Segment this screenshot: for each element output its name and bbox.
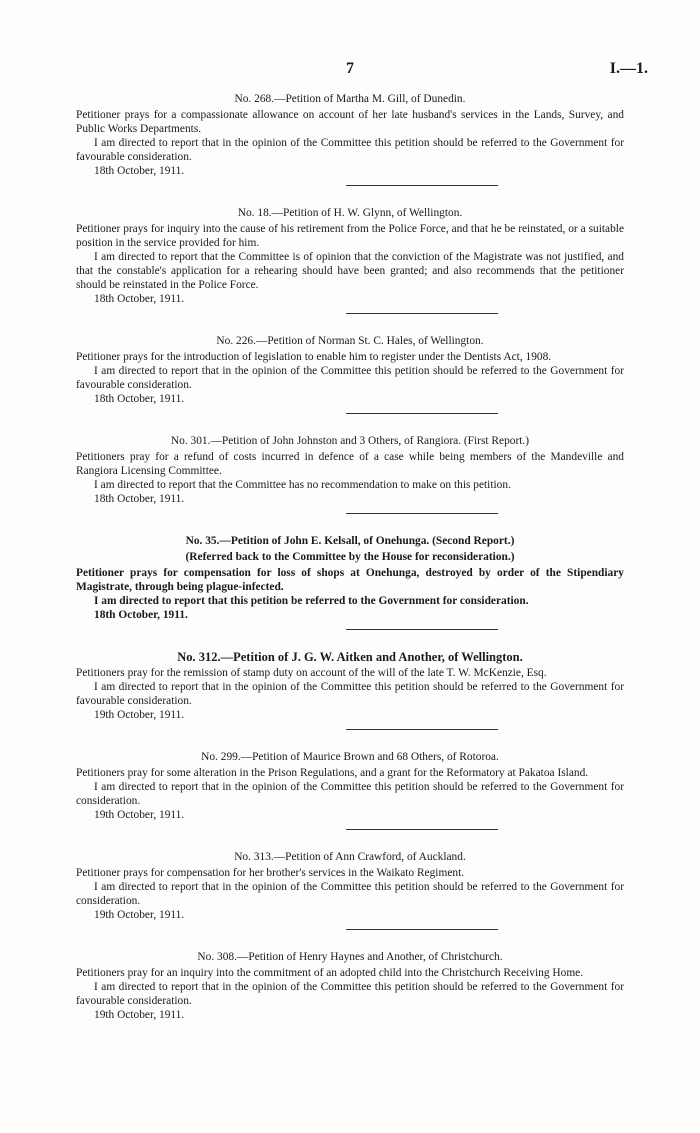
petition-body: Petitioners pray for an inquiry into the commitment of an adopted child into the Christchurch Receiving Home. (76, 967, 584, 979)
petition-body: Petitioner prays for a compassionate allowance on account of her late husband's services in the Lands, Survey, and Public Works Departments. (76, 109, 624, 135)
petition-subheading: (Referred back to the Committee by the House for reconsideration.) (185, 551, 515, 563)
petition-body: Petitioners pray for the remission of stamp duty on account of the will of the late T. W. McKenzie, Esq. (76, 667, 547, 679)
petition-report: I am directed to report that in the opinion of the Committee this petition should be referred to the Government for consideration. (76, 881, 624, 907)
petition-heading: No. 18.—Petition of H. W. Glynn, of Wellington. (237, 207, 463, 219)
petition-date: 18th October, 1911. (94, 493, 185, 505)
petition-heading: No. 226.—Petition of Norman St. C. Hales, of Wellington. (216, 335, 484, 347)
petition-entry (76, 434, 624, 506)
section-divider (346, 313, 498, 314)
petition-entry (76, 334, 624, 406)
section-divider (346, 729, 498, 730)
page-number: 7 (346, 60, 354, 77)
petition-body: Petitioners pray for a refund of costs incurred in defence of a case while being members of the Mandeville and Rangiora Licensing Committee. (76, 451, 624, 477)
petition-date: 18th October, 1911. (94, 293, 185, 305)
petition-entry (76, 206, 624, 306)
petition-entry (76, 950, 624, 1022)
petition-date: 19th October, 1911. (94, 709, 185, 721)
petition-report: I am directed to report that in the opinion of the Committee this petition should be referred to the Government for consideration. (76, 781, 624, 807)
petition-report: I am directed to report that the Committee has no recommendation to make on this petition. (94, 479, 511, 491)
petition-entry (76, 750, 624, 822)
petition-body: Petitioner prays for the introduction of legislation to enable him to register under the Dentists Act, 1908. (76, 351, 552, 363)
petition-heading: No. 299.—Petition of Maurice Brown and 68 Others, of Rotoroa. (201, 751, 499, 763)
section-divider (346, 629, 498, 630)
petition-heading: No. 313.—Petition of Ann Crawford, of Auckland. (234, 851, 466, 863)
section-divider (346, 929, 498, 930)
petition-entry (76, 850, 624, 922)
petition-report: I am directed to report that this petition be referred to the Government for consideration. (94, 595, 529, 607)
petition-report: I am directed to report that in the opinion of the Committee this petition should be referred to the Government for favourable consideration. (76, 365, 624, 391)
section-divider (346, 513, 498, 514)
petition-date: 19th October, 1911. (94, 1009, 185, 1021)
petition-list (76, 92, 624, 1022)
petition-date: 18th October, 1911. (94, 393, 185, 405)
petition-report: I am directed to report that in the opinion of the Committee this petition should be referred to the Government for favourable consideration. (76, 981, 624, 1007)
petition-entry (76, 650, 624, 722)
petition-entry (76, 92, 624, 178)
petition-date: 18th October, 1911. (94, 609, 188, 621)
petition-heading: No. 312.—Petition of J. G. W. Aitken and Another, of Wellington. (177, 650, 523, 664)
petition-report: I am directed to report that in the opinion of the Committee this petition should be referred to the Government for favourable consideration. (76, 681, 624, 707)
petition-heading: No. 35.—Petition of John E. Kelsall, of Onehunga. (Second Report.) (185, 535, 515, 547)
petition-entry (76, 534, 624, 622)
section-divider (346, 185, 498, 186)
petition-body: Petitioners pray for some alteration in the Prison Regulations, and a grant for the Reformatory at Pakatoa Island. (76, 767, 589, 779)
petition-heading: No. 308.—Petition of Henry Haynes and Another, of Christchurch. (197, 951, 503, 963)
petition-date: 19th October, 1911. (94, 809, 185, 821)
petition-report: I am directed to report that in the opinion of the Committee this petition should be referred to the Government for favourable consideration. (76, 137, 624, 163)
petition-body: Petitioner prays for compensation for her brother's services in the Waikato Regiment. (76, 867, 465, 879)
petition-date: 19th October, 1911. (94, 909, 185, 921)
section-divider (346, 413, 498, 414)
petition-date: 18th October, 1911. (94, 165, 185, 177)
petition-report: I am directed to report that the Committee is of opinion that the conviction of the Magistrate was not justified, and that the constable's application for a rehearing should have been granted; and also recommends that the petitioner should be reinstated in the Police Force. (76, 251, 624, 291)
petition-heading: No. 268.—Petition of Martha M. Gill, of Dunedin. (234, 93, 466, 105)
section-divider (346, 829, 498, 830)
page-code: I.—1. (609, 60, 648, 77)
petition-body: Petitioner prays for inquiry into the cause of his retirement from the Police Force, and that he be reinstated, or a suitable position in the service provided for him. (76, 223, 624, 249)
petition-body: Petitioner prays for compensation for loss of shops at Onehunga, destroyed by order of the Stipendiary Magistrate, through being plague-infected. (76, 567, 624, 593)
petition-heading: No. 301.—Petition of John Johnston and 3 Others, of Rangiora. (First Report.) (170, 435, 530, 447)
